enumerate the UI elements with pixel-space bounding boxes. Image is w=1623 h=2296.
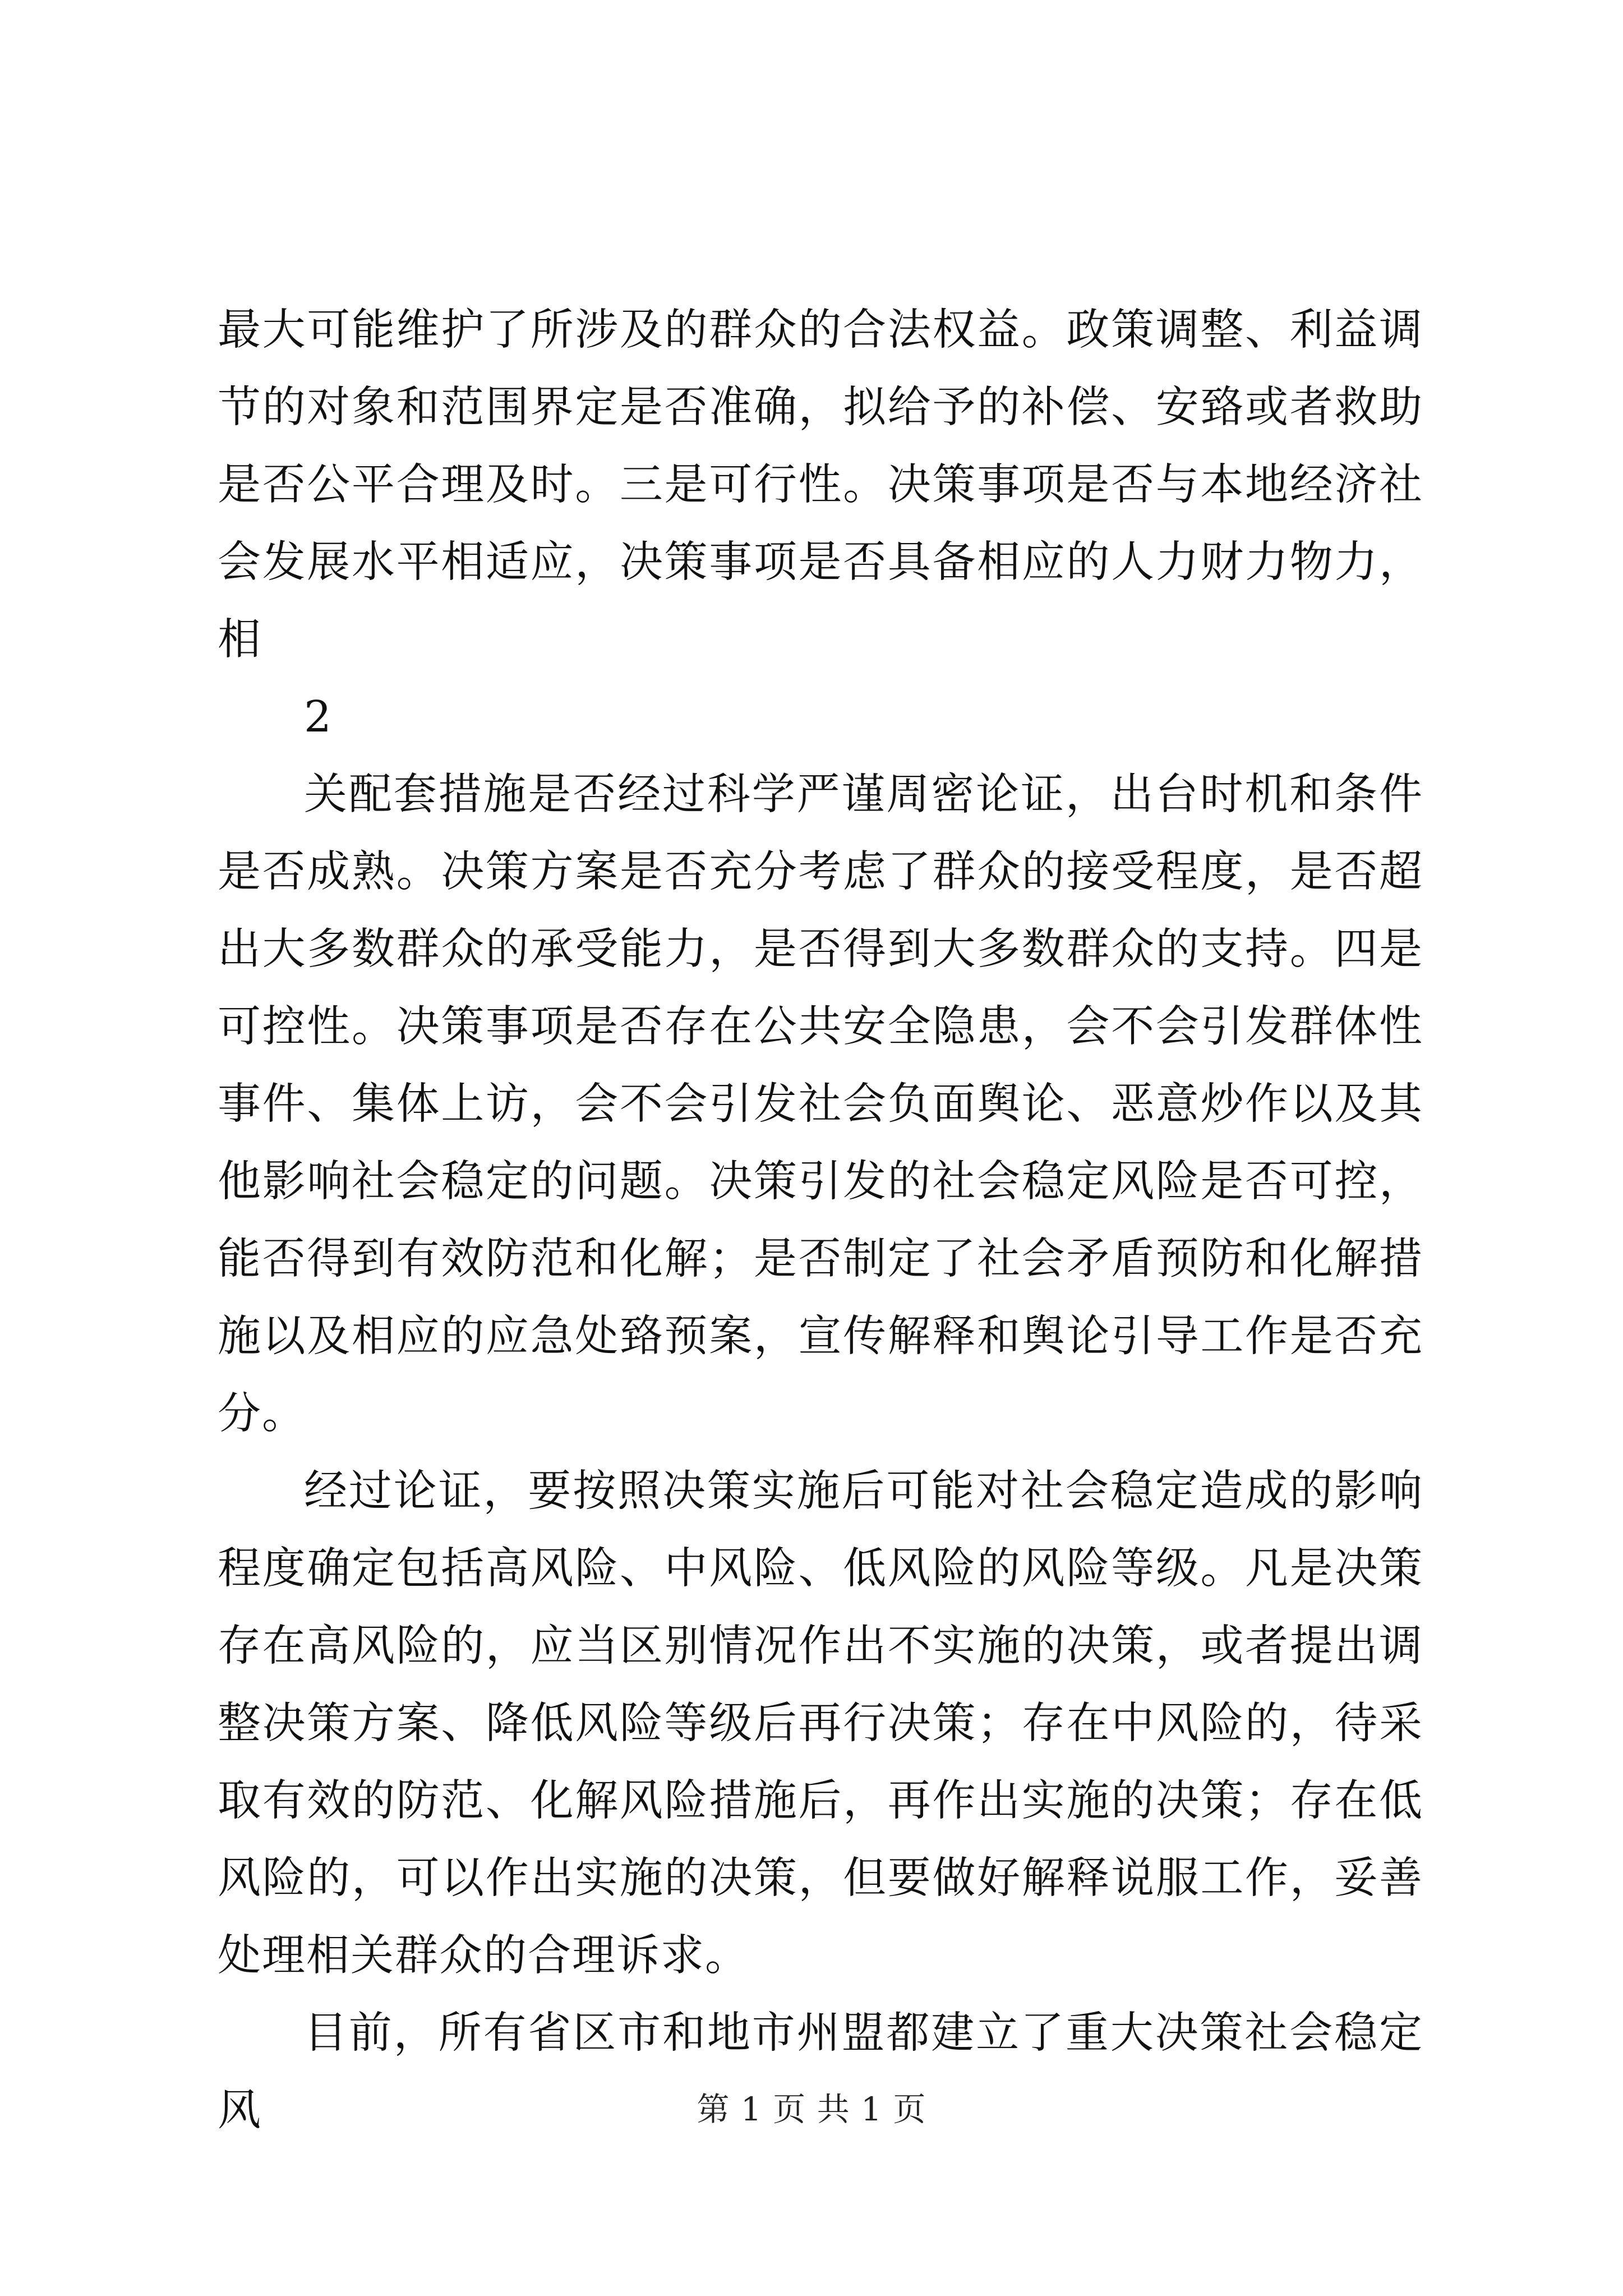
paragraph-1: 最大可能维护了所涉及的群众的合法权益。政策调整、利益调节的对象和范围界定是否准确，拟给予的补偿、安臵或者救助是否公平合理及时。三是可行性。决策事项是否与本地经济社会发展水平相适应，决策事项是否具备相应的人力财力物力，相 xyxy=(218,305,1423,665)
paragraph-4: 目前，所有省区市和地市州盟都建立了重大决策社会稳定风 xyxy=(218,2008,1423,2136)
document-body xyxy=(218,292,1423,2150)
paragraph-3: 经过论证，要按照决策实施后可能对社会稳定造成的影响程度确定包括高风险、中风险、低风险的风险等级。凡是决策存在高风险的，应当区别情况作出不实施的决策，或者提出调整决策方案、降低风险等级后再行决策；存在中风险的，待采取有效的防范、化解风险措施后，再作出实施的决策；存在低风险的，可以作出实施的决策，但要做好解释说服工作，妥善处理相关群众的合理诉求。 xyxy=(218,1466,1423,1981)
page-footer: 第 1 页 共 1 页 xyxy=(697,2090,926,2128)
paragraph-2: 关配套措施是否经过科学严谨周密论证，出台时机和条件是否成熟。决策方案是否充分考虑了群众的接受程度，是否超出大多数群众的承受能力，是否得到大多数群众的支持。四是可控性。决策事项是否存在公共安全隐患，会不会引发群体性事件、集体上访，会不会引发社会负面舆论、恶意炒作以及其他影响社会稳定的问题。决策引发的社会稳定风险是否可控，能否得到有效防范和化解；是否制定了社会矛盾预防和化解措施以及相应的应急处臵预案，宣传解释和舆论引导工作是否充分。 xyxy=(218,770,1423,1439)
inline-page-number: 2 xyxy=(304,692,331,742)
